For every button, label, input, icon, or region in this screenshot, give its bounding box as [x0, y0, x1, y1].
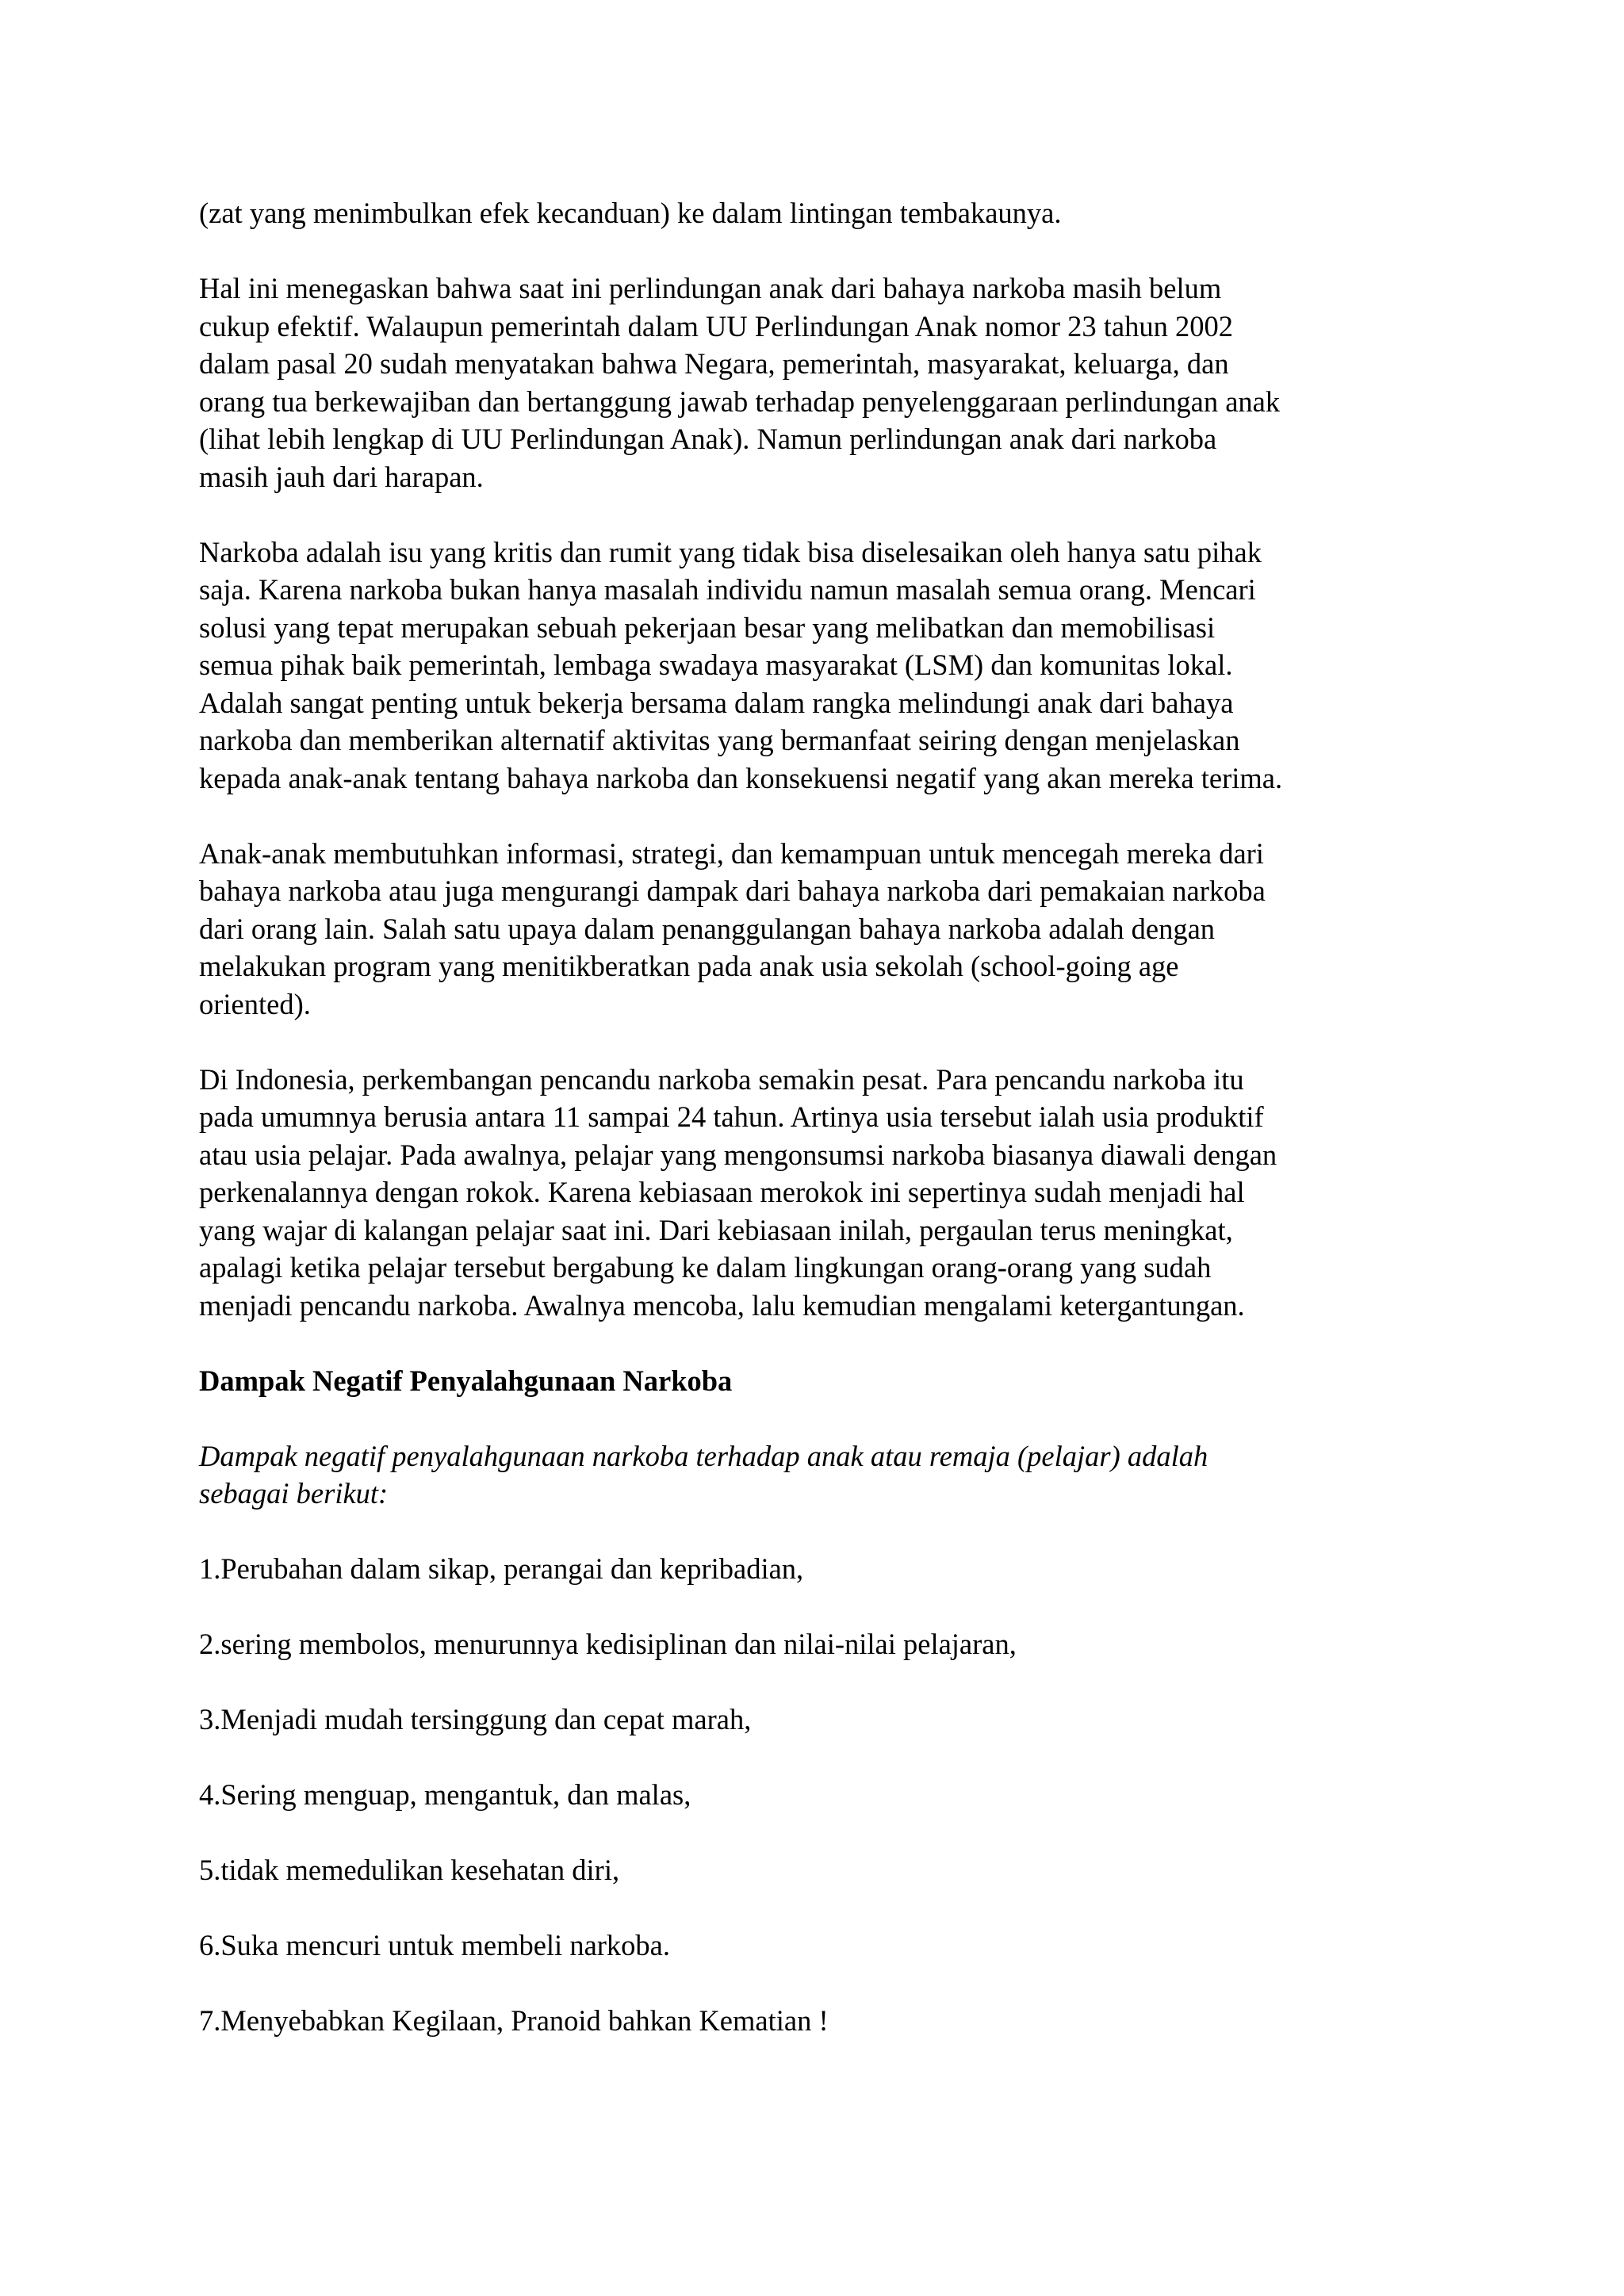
list-item: 6.Suka mencuri untuk membeli narkoba. — [199, 1929, 670, 1961]
paragraph-4 — [199, 835, 1436, 1024]
text-line: semua pihak baik pemerintah, lembaga swadaya masyarakat (LSM) dan komunitas lokal. — [199, 649, 1233, 681]
text-line: perkenalannya dengan rokok. Karena kebiasaan merokok ini sepertinya sudah menjadi hal — [199, 1176, 1245, 1208]
list-item: 1.Perubahan dalam sikap, perangai dan kepribadian, — [199, 1552, 804, 1585]
list-item: 5.tidak memedulikan kesehatan diri, — [199, 1854, 620, 1886]
text-line: Dampak negatif penyalahgunaan narkoba terhadap anak atau remaja (pelajar) adalah — [199, 1439, 1208, 1472]
text-line: Anak-anak membutuhkan informasi, strategi, dan kemampuan untuk mencegah mereka dari — [199, 836, 1264, 870]
text-line: (lihat lebih lengkap di UU Perlindungan Anak). Namun perlindungan anak dari narkoba — [199, 423, 1217, 455]
document-page — [199, 194, 1436, 2077]
text-line: dalam pasal 20 sudah menyatakan bahwa Negara, pemerintah, masyarakat, keluarga, dan — [199, 347, 1229, 380]
text-line: dari orang lain. Salah satu upaya dalam penanggulangan bahaya narkoba adalah dengan — [199, 912, 1216, 945]
text-line: masih jauh dari harapan. — [199, 460, 484, 493]
text-line: narkoba dan memberikan alternatif aktivitas yang bermanfaat seiring dengan menjelaskan — [199, 724, 1240, 756]
text-line: solusi yang tepat merupakan sebuah pekerjaan besar yang melibatkan dan memobilisasi — [199, 610, 1216, 644]
text-line: orang tua berkewajiban dan bertanggung jawab terhadap penyelenggaraan perlindungan anak — [199, 385, 1281, 418]
list-item: 3.Menjadi mudah tersinggung dan cepat marah, — [199, 1703, 752, 1735]
text-line: saja. Karena narkoba bukan hanya masalah individu namun masalah semua orang. Mencari — [199, 573, 1256, 606]
text-line: yang wajar di kalangan pelajar saat ini. Dari kebiasaan inilah, pergaulan terus meningkat, — [199, 1213, 1233, 1246]
text-line: kepada anak-anak tentang bahaya narkoba dan konsekuensi negatif yang akan mereka terima. — [199, 761, 1283, 794]
text-line: (zat yang menimbulkan efek kecanduan) ke dalam lintingan tembakaunya. — [199, 197, 1062, 229]
section-intro — [199, 1437, 1436, 1513]
paragraph-1 — [199, 194, 1436, 232]
text-line: cukup efektif. Walaupun pemerintah dalam UU Perlindungan Anak nomor 23 tahun 2002 — [199, 309, 1234, 342]
list-item: 7.Menyebabkan Kegilaan, Pranoid bahkan Kematian ! — [199, 2004, 829, 2037]
text-line: oriented). — [199, 987, 311, 1020]
list-item: 2.sering membolos, menurunnya kedisiplinan dan nilai-nilai pelajaran, — [199, 1628, 1017, 1660]
paragraph-2 — [199, 270, 1436, 496]
text-line: Narkoba adalah isu yang kritis dan rumit yang tidak bisa diselesaikan oleh hanya satu pihak — [199, 535, 1262, 568]
section-heading: Dampak Negatif Penyalahgunaan Narkoba — [199, 1364, 733, 1397]
text-line: Di Indonesia, perkembangan pencandu narkoba semakin pesat. Para pencandu narkoba itu — [199, 1062, 1244, 1096]
list-item: 4.Sering menguap, mengantuk, dan malas, — [199, 1778, 691, 1811]
paragraph-5 — [199, 1061, 1436, 1325]
text-line: Adalah sangat penting untuk bekerja bersama dalam rangka melindungi anak dari bahaya — [199, 686, 1234, 719]
text-line: Hal ini menegaskan bahwa saat ini perlindungan anak dari bahaya narkoba masih belum — [199, 272, 1222, 304]
text-line: apalagi ketika pelajar tersebut bergabung ke dalam lingkungan orang-orang yang sudah — [199, 1251, 1212, 1284]
paragraph-3 — [199, 534, 1436, 798]
text-line: atau usia pelajar. Pada awalnya, pelajar yang mengonsumsi narkoba biasanya diawali dengan — [199, 1138, 1277, 1171]
text-line: bahaya narkoba atau juga mengurangi dampak dari bahaya narkoba dari pemakaian narkoba — [199, 874, 1266, 907]
impact-list — [199, 1550, 1436, 2040]
text-line: melakukan program yang menitikberatkan pada anak usia sekolah (school-going age — [199, 950, 1179, 982]
text-line: sebagai berikut: — [199, 1477, 389, 1510]
text-line: menjadi pencandu narkoba. Awalnya mencoba, lalu kemudian mengalami ketergantungan. — [199, 1288, 1245, 1322]
text-line: pada umumnya berusia antara 11 sampai 24 tahun. Artinya usia tersebut ialah usia produktif — [199, 1100, 1264, 1133]
